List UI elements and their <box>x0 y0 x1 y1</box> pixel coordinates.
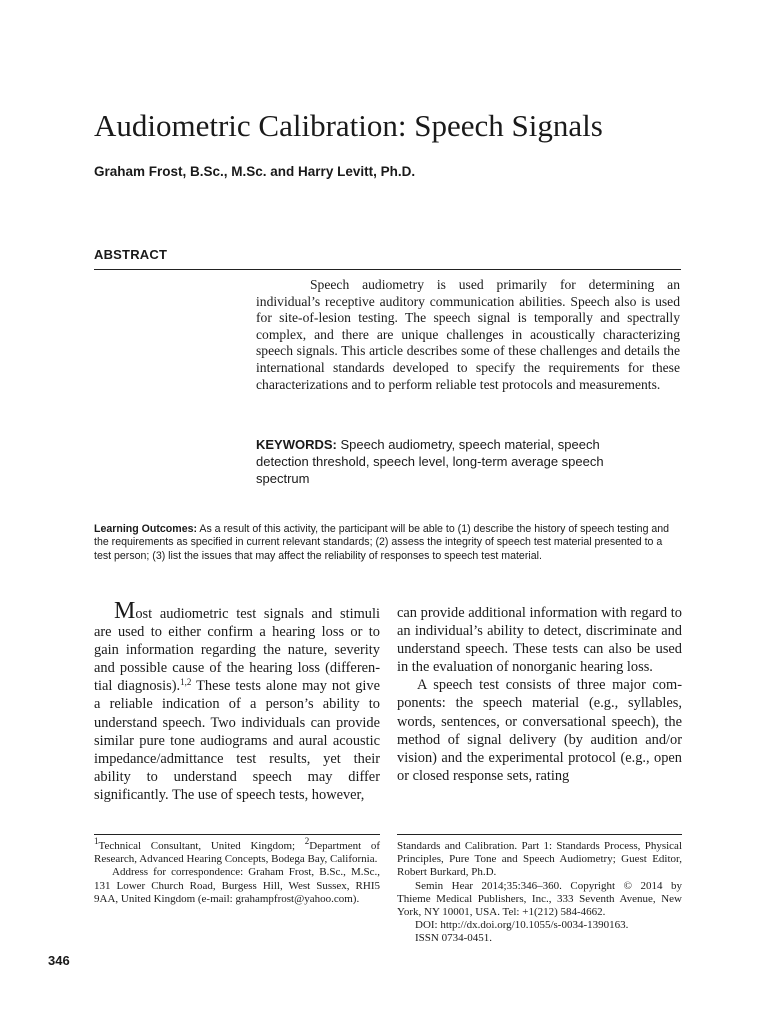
learning-outcomes-label: Learning Outcomes: <box>94 523 198 535</box>
article-authors: Graham Frost, B.Sc., M.Sc. and Harry Levitt, Ph.D. <box>94 164 416 179</box>
article-title: Audiometric Calibration: Speech Signals <box>94 108 603 143</box>
body-column-left <box>94 598 380 804</box>
affiliation-marker: 1 <box>94 836 99 846</box>
keywords-label: KEYWORDS: <box>256 437 337 452</box>
abstract-text <box>256 277 680 393</box>
body-text: ost audiometric test signals and stimuli are used to either confirm a hearing loss or to gain information regarding the nature, severity and possible cause of the hearing loss (differential diagnosis). <box>94 606 380 695</box>
page-number: 346 <box>48 953 70 968</box>
footnote-divider-right <box>397 834 682 835</box>
body-text: These tests alone may not give a reliable indication of a person’s ability to understand speech. Two individuals can provide similar pure tone audiograms and aural acoustic impedance/admittance test results, yet their ability to understand speech may differ significantly. The use of speech tests, however, <box>94 678 380 803</box>
affiliation-1: Technical Consultant, United Kingdom; <box>98 840 305 852</box>
abstract-divider <box>94 269 681 270</box>
issn: ISSN 0734-0451. <box>415 932 493 945</box>
body-paragraph-1 <box>94 598 380 804</box>
abstract-paragraph: Speech audiometry is used primarily for determining an individual’s receptive auditory communication abilities. Speech also is used for site-of-lesion testing. The speech signal is temporally and spectrally complex, and there are unique challenges in acoustically characterizing speech signals. This article describes some of these challenges and details the international standards developed to specify the requirements for these characterizations and to perform reliable test protocols and measurements. <box>256 277 680 392</box>
footnotes-right <box>397 840 682 946</box>
affiliations <box>94 836 381 866</box>
learning-outcomes <box>94 523 680 563</box>
keywords-text: Speech audiometry, speech material, speech detection threshold, speech level, long-term average speech spectrum <box>256 437 604 486</box>
body-paragraph-2: A speech test consists of three major components: the speech material (e.g., syllables, words, sentences, or conversational speech), the method of signal delivery (by audition and/or vision) and the experimental protocol (e.g., open or closed response sets, rating <box>397 677 682 784</box>
learning-outcomes-text: As a result of this activity, the participant will be able to (1) describe the history of speech testing and the requirements as specified in current relevant standards; (2) assess the integrity of speech test material presented to a test person; (3) list the issues that may affect the reliability of responses to speech test material. <box>94 523 670 562</box>
affiliation-marker: 2 <box>304 836 310 846</box>
abstract-heading: ABSTRACT <box>94 247 168 262</box>
correspondence-address: Address for correspondence: Graham Frost, B.Sc., M.Sc., 131 Lower Church Road, Burgess Hill, West Sussex, RHI5 9AA, United Kingdom (e-mail: grahampfrost@yahoo.com). <box>94 866 380 905</box>
keywords <box>256 436 656 487</box>
body-column-right <box>397 604 682 785</box>
citation-ref: 1,2 <box>180 677 192 688</box>
citation-info: Semin Hear 2014;35:346–360. Copyright © 2014 by Thieme Medical Publishers, Inc., 333 Seventh Avenue, New York, NY 10001, USA. Tel: +1(212) 584-4662. <box>397 879 682 919</box>
footnote-divider-left <box>94 834 380 835</box>
issue-info: Standards and Calibration. Part 1: Standards Process, Physical Principles, Pure Tone and Speech Audiometry; Guest Editor, Robert Burkard, Ph.D. <box>397 840 682 879</box>
footnotes-left <box>94 836 381 906</box>
doi-link[interactable]: DOI: http://dx.doi.org/10.1055/s-0034-1390163. <box>415 919 629 932</box>
body-paragraph-1-continued: can provide additional information with regard to an individual’s ability to detect, discriminate and understand speech. These tests can also be used in the evaluation of nonorganic hearing loss. <box>397 605 682 676</box>
drop-cap: M <box>114 598 136 624</box>
affiliation-2: Department of Research, Advanced Hearing Concepts, Bodega Bay, California. <box>94 840 381 866</box>
